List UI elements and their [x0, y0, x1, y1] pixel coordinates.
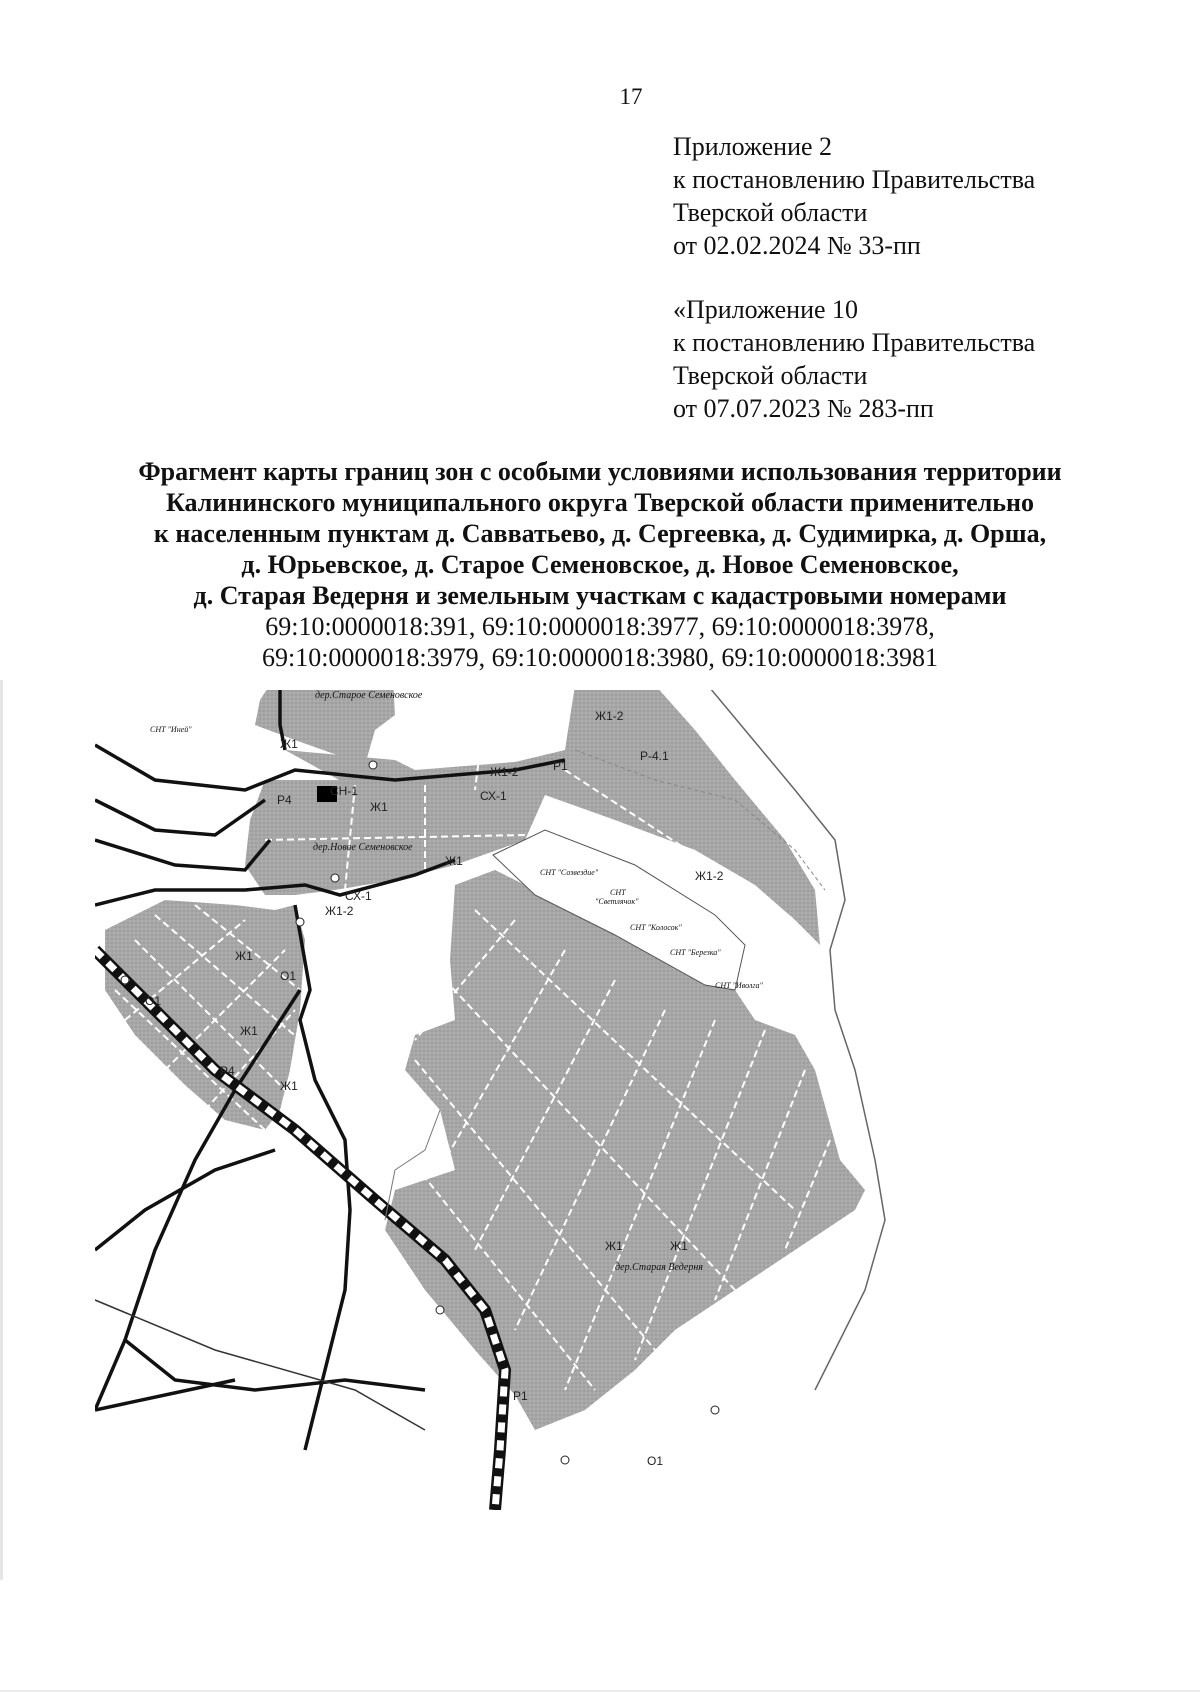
zone-label-zh1: Ж1 [240, 1024, 258, 1038]
appendix-header-original [673, 293, 1035, 425]
zone-label-zh12: Ж1-2 [490, 765, 519, 779]
appendix-line: от 02.02.2024 № 33-пп [673, 231, 921, 260]
cadastral-numbers-line: 69:10:0000018:391, 69:10:0000018:3977, 69:10:0000018:3978, [265, 612, 935, 641]
appendix-header-current [673, 130, 1035, 262]
zone-area-staraya-vedernya [385, 870, 865, 1430]
title-line: к населенным пунктам д. Савватьево, д. Сергеевка, д. Судимирка, д. Орша, [153, 519, 1047, 548]
zone-label-zh1: Ж1 [280, 1079, 298, 1093]
snt-label-svetlyachok: "Светлячок" [595, 897, 639, 906]
snt-label-berezka: СНТ "Березка" [670, 948, 721, 957]
zone-label-sh1: СХ-1 [345, 889, 372, 903]
place-label-staraya-vedernya: дер.Старая Ведерня [615, 1262, 703, 1273]
zone-label-r1: Р1 [513, 1389, 528, 1403]
zone-label-r4: Р4 [277, 793, 292, 807]
scan-edge-bottom [0, 1690, 1200, 1692]
zone-label-r4: Р4 [220, 1064, 235, 1078]
zone-map [95, 690, 1085, 1510]
zone-label-zh1: Ж1 [235, 949, 253, 963]
zone-label-sh1: СХ-1 [480, 789, 507, 803]
zone-label-zh12: Ж1-2 [695, 869, 724, 883]
title-line: д. Старая Ведерня и земельным участкам с кадастровыми номерами [193, 581, 1007, 610]
appendix-line: Тверской области [673, 198, 868, 227]
zone-label-zh1: Ж1 [445, 854, 463, 868]
appendix-line: от 07.07.2023 № 283-пп [673, 394, 934, 423]
zone-label-zh1: Ж1 [605, 1239, 623, 1253]
appendix-line: Тверской области [673, 361, 868, 390]
zone-label-zh12: Ж1-2 [325, 904, 354, 918]
snt-label-ivolga: СНТ "Иволга" [715, 981, 763, 990]
snt-label-kolosok: СНТ "Колосок" [630, 923, 682, 932]
appendix-line: к постановлению Правительства [673, 328, 1036, 357]
zone-label-r41: Р-4.1 [640, 749, 669, 763]
zone-label-zh1: Ж1 [370, 800, 388, 814]
zone-label-o1: О1 [145, 994, 162, 1008]
appendix-line: «Приложение 10 [673, 295, 859, 324]
snt-label-svetlyachok-prefix: СНТ [610, 888, 626, 897]
document-title [100, 456, 1100, 673]
zone-label-zh1: Ж1 [280, 737, 298, 751]
page-number: 17 [619, 84, 643, 109]
zone-label-zh1: Ж1 [670, 1239, 688, 1253]
zone-label-sn1: СН-1 [330, 784, 359, 798]
appendix-line: Приложение 2 [673, 132, 833, 161]
zone-label-r1: Р1 [553, 759, 568, 773]
appendix-line: к постановлению Правительства [673, 165, 1036, 194]
title-line: Калининского муниципального округа Тверской области применительно [165, 488, 1035, 517]
cadastral-numbers-line: 69:10:0000018:3979, 69:10:0000018:3980, 69:10:0000018:3981 [261, 643, 938, 672]
scan-edge-left [0, 680, 3, 1580]
zone-area-west-settlement [105, 900, 305, 1130]
place-label-new-semenovskoe: дер.Новое Семеновское [313, 842, 413, 853]
title-line: Фрагмент карты границ зон с особыми условиями использования территории [138, 457, 1062, 486]
zone-label-o1: О1 [280, 969, 297, 983]
diagonal-road-thin [95, 1300, 425, 1430]
zone-label-o1: О1 [647, 1454, 664, 1468]
zone-label-zh12: Ж1-2 [595, 709, 624, 723]
place-label-old-semenovskoe: дер.Старое Семеновское [315, 690, 423, 701]
title-line: д. Юрьевское, д. Старое Семеновское, д. Новое Семеновское, [241, 550, 959, 579]
snt-label-iney: СНТ "Иней" [150, 725, 192, 734]
snt-label-sozvezdie: СНТ "Созвездие" [540, 868, 599, 877]
